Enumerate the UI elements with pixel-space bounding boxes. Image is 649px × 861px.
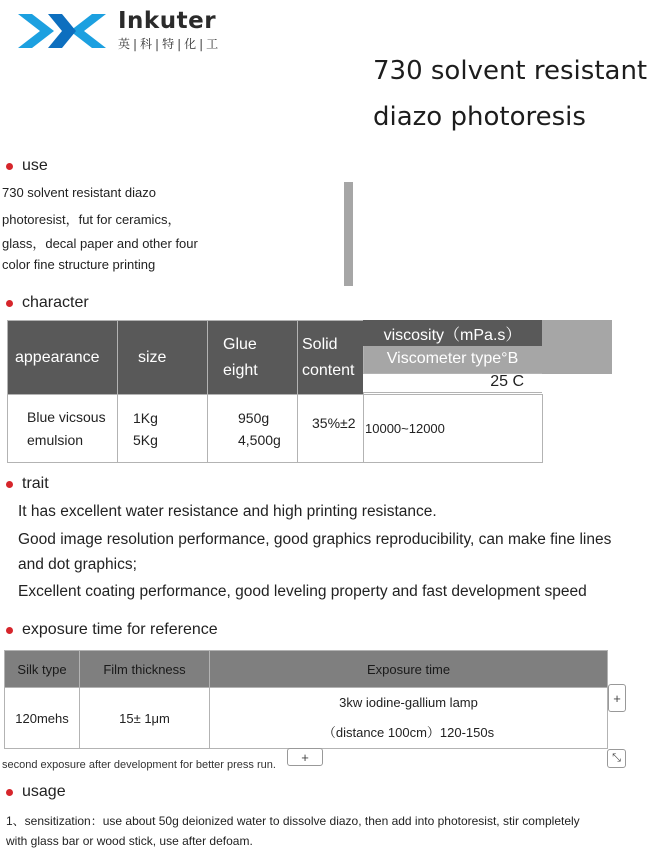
header-temperature: 25 C [363,373,542,393]
header-film-thickness: Film thickness [80,651,210,688]
bullet-dot-icon [6,163,13,170]
cell-glue-weight: 950g 4,500g [208,395,298,463]
header-silk-type: Silk type [5,651,80,688]
cell-appearance: Blue vicsous emulsion [8,395,118,463]
trait-line-1: It has excellent water resistance and high printing resistance. [18,503,437,520]
character-heading-label: character [22,294,89,311]
use-heading-label: use [22,157,48,174]
cell-silk-type: 120mehs [5,688,80,749]
trait-line-4: Excellent coating performance, good leveling property and fast development speed [18,583,587,600]
header-size: size [118,321,208,395]
character-heading [6,294,89,312]
add-column-button[interactable]: + [608,684,626,712]
brand-name: Inkuter [118,8,217,34]
use-line-3: glass，decal paper and other four [2,236,198,251]
usage-line-2: with glass bar or wood stick, use after defoam. [6,834,253,848]
exposure-table [4,650,608,749]
exposure-heading-label: exposure time for reference [22,621,218,638]
brand-chinese-name: 英|科|特|化|工 [118,37,222,51]
use-line-4: color fine structure printing [2,257,156,272]
cell-film-thickness: 15± 1μm [80,688,210,749]
cell-viscosity: 10000~12000 [364,395,543,463]
add-row-button[interactable]: + [287,748,323,766]
exposure-heading [6,621,218,639]
use-heading [6,157,48,175]
usage-heading [6,783,66,801]
cell-solid-content: 35%±2 [298,395,364,463]
header-appearance: appearance [8,321,118,395]
header-viscometer-type: Viscometer type°B [386,350,519,367]
page-title-line-2: diazo photoresis [373,102,586,132]
inkuter-logo-icon [18,12,106,50]
exposure-note: second exposure after development for better press run. [2,759,276,771]
bullet-dot-icon [6,789,13,796]
header-solid-content: Solid content [298,321,364,395]
cell-size: 1Kg 5Kg [118,395,208,463]
resize-table-handle[interactable]: ⤡ [607,749,626,768]
trait-heading [6,475,49,493]
use-line-2: photoresist，fut for ceramics， [2,212,181,227]
scroll-bar[interactable] [344,182,353,286]
usage-line-1: 1、sensitization：use about 50g deionized water to dissolve diazo, then add into photoresist, stir completely [6,814,580,828]
bullet-dot-icon [6,627,13,634]
trait-line-3: and dot graphics; [18,556,137,573]
bullet-dot-icon [6,300,13,307]
trait-heading-label: trait [22,475,49,492]
header-glue-weight: Glue eight [208,321,298,395]
usage-heading-label: usage [22,783,66,800]
use-line-1: 730 solvent resistant diazo [2,185,156,200]
bullet-dot-icon [6,481,13,488]
header-exposure-time: Exposure time [210,651,608,688]
trait-line-2: Good image resolution performance, good graphics reproducibility, can make fine lines [18,531,612,548]
page-title-line-1: 730 solvent resistant [373,56,648,86]
cell-exposure-time: 3kw iodine-gallium lamp （distance 100cm）120-150s [210,688,608,749]
header-viscosity: viscosity（mPa.s） [363,320,542,346]
